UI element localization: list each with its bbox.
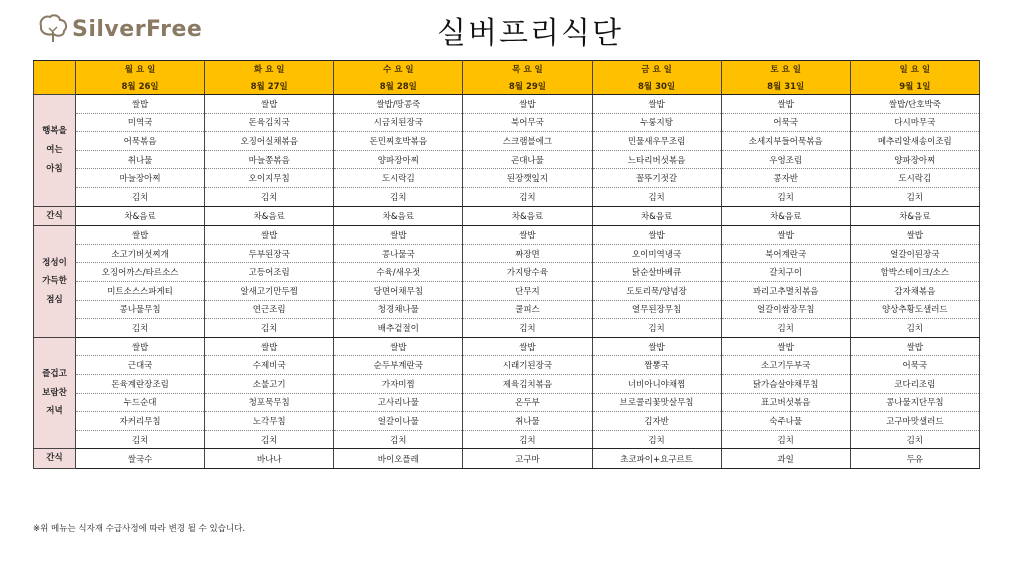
menu-cell: 쌀밥 [721,226,850,245]
menu-cell: 김치 [721,430,850,449]
menu-cell: 김치 [334,187,463,206]
menu-cell: 쌀밥 [334,337,463,356]
menu-cell: 차&음료 [76,206,205,226]
menu-cell: 김치 [76,319,205,338]
menu-cell: 오징어까스/타르소스 [76,263,205,282]
menu-cell: 갈치구이 [721,263,850,282]
menu-cell: 차&음료 [463,206,592,226]
menu-cell: 꼴뚜기젓갈 [592,169,721,188]
menu-cell: 민물새우무조림 [592,132,721,151]
menu-cell: 누룽지탕 [592,113,721,132]
menu-cell: 김치 [205,319,334,338]
menu-cell: 브로콜리꽃맛살무침 [592,393,721,412]
menu-cell: 김치 [76,430,205,449]
tree-logo-icon [36,12,70,46]
menu-row [34,319,980,338]
menu-row [34,226,980,245]
menu-cell: 느타리버섯볶음 [592,150,721,169]
menu-cell: 어묵볶음 [76,132,205,151]
menu-row [34,356,980,375]
day-name-header: 토 요 일 [721,61,850,78]
menu-cell: 연근조림 [205,300,334,319]
menu-cell: 고구마 [463,449,592,469]
menu-row [34,449,980,469]
menu-cell: 바나나 [205,449,334,469]
menu-cell: 청포묵무침 [205,393,334,412]
day-date-header: 8월 31일 [721,78,850,95]
menu-cell: 쌀밥 [76,337,205,356]
day-name-header: 수 요 일 [334,61,463,78]
menu-cell: 김치 [334,430,463,449]
menu-row [34,412,980,431]
menu-row [34,206,980,226]
menu-cell: 차&음료 [850,206,979,226]
menu-row [34,150,980,169]
menu-cell: 차&음료 [205,206,334,226]
menu-cell: 취나물 [463,412,592,431]
menu-cell: 수제비국 [205,356,334,375]
menu-cell: 꽈리고추멸치볶음 [721,282,850,301]
menu-cell: 가자미찜 [334,375,463,394]
menu-cell: 김치 [850,319,979,338]
menu-cell: 누드순대 [76,393,205,412]
menu-cell: 쌀밥 [76,226,205,245]
menu-cell: 다시마무국 [850,113,979,132]
footnote: ※위 메뉴는 식자재 수급사정에 따라 변경 될 수 있습니다. [33,524,246,534]
menu-cell: 고구마맛샐러드 [850,412,979,431]
menu-row [34,132,980,151]
menu-cell: 짬뽕국 [592,356,721,375]
menu-cell: 코다리조림 [850,375,979,394]
menu-cell: 김치 [592,430,721,449]
menu-cell: 차&음료 [334,206,463,226]
menu-cell: 어묵국 [850,356,979,375]
menu-cell: 우엉조림 [721,150,850,169]
table-corner [34,61,76,95]
menu-cell: 차&음료 [721,206,850,226]
menu-row [34,263,980,282]
menu-cell: 노각무침 [205,412,334,431]
meal-label: 정성이 가득한 점심 [34,226,76,338]
menu-cell: 쌀밥 [334,226,463,245]
menu-cell: 돈육김치국 [205,113,334,132]
menu-cell: 수육/새우젓 [334,263,463,282]
menu-cell: 김치 [850,187,979,206]
menu-cell: 숙주나물 [721,412,850,431]
menu-row [34,300,980,319]
menu-cell: 순두부계란국 [334,356,463,375]
day-date-header: 8월 27일 [205,78,334,95]
menu-cell: 쌀밥 [850,226,979,245]
menu-row [34,375,980,394]
menu-cell: 소고기두부국 [721,356,850,375]
day-name-header: 목 요 일 [463,61,592,78]
menu-cell: 소고기버섯찌개 [76,244,205,263]
menu-row [34,430,980,449]
menu-cell: 닭순살바베큐 [592,263,721,282]
snack-label: 간식 [34,206,76,226]
page-title: 실버프리식단 [437,16,623,51]
day-date-header: 9월 1일 [850,78,979,95]
menu-cell: 자커리무침 [76,412,205,431]
menu-cell: 김치 [721,319,850,338]
menu-cell: 표고버섯볶음 [721,393,850,412]
menu-cell: 북어계란국 [721,244,850,263]
logo-text: SilverFree [72,16,203,42]
menu-cell: 김치 [592,319,721,338]
menu-cell: 과일 [721,449,850,469]
menu-cell: 오이지무침 [205,169,334,188]
menu-cell: 곤대나물 [463,150,592,169]
menu-cell: 쌀밥 [463,95,592,114]
day-name-header: 금 요 일 [592,61,721,78]
menu-cell: 콩나물국 [334,244,463,263]
menu-cell: 어묵국 [721,113,850,132]
day-date-header: 8월 29일 [463,78,592,95]
meal-plan-table [33,60,980,469]
menu-cell: 콩나물무침 [76,300,205,319]
menu-cell: 김자반 [592,412,721,431]
menu-cell: 바이오플레 [334,449,463,469]
menu-cell: 김치 [463,319,592,338]
menu-cell: 쌀밥 [592,226,721,245]
menu-cell: 도시락김 [334,169,463,188]
menu-cell: 쌀밥 [850,337,979,356]
menu-cell: 쌀국수 [76,449,205,469]
menu-cell: 김치 [721,187,850,206]
meal-label: 즐겁고 보람찬 저녁 [34,337,76,449]
menu-cell: 미역국 [76,113,205,132]
menu-cell: 쌀밥 [463,226,592,245]
day-name-header: 일 요 일 [850,61,979,78]
menu-cell: 김치 [76,187,205,206]
menu-cell: 김치 [592,187,721,206]
menu-cell: 얼갈이쌈장무침 [721,300,850,319]
menu-cell: 닭가슴살야채무침 [721,375,850,394]
meal-label: 행복을 여는 아침 [34,95,76,207]
menu-cell: 두부된장국 [205,244,334,263]
menu-cell: 된장깻잎지 [463,169,592,188]
day-name-header: 월 요 일 [76,61,205,78]
menu-cell: 소세지부들어묵볶음 [721,132,850,151]
day-date-header: 8월 30일 [592,78,721,95]
menu-cell: 김치 [205,430,334,449]
menu-cell: 마늘쫑볶음 [205,150,334,169]
menu-cell: 쌀밥 [592,337,721,356]
snack-label: 간식 [34,449,76,469]
day-name-header: 화 요 일 [205,61,334,78]
menu-cell: 양파장아찌 [334,150,463,169]
menu-cell: 쌀밥 [205,95,334,114]
menu-row [34,282,980,301]
menu-cell: 쌀밥 [76,95,205,114]
menu-cell: 양상추황도샐러드 [850,300,979,319]
menu-cell: 두유 [850,449,979,469]
menu-cell: 김치 [463,187,592,206]
menu-cell: 열무된장무침 [592,300,721,319]
menu-cell: 단무지 [463,282,592,301]
menu-cell: 짜장면 [463,244,592,263]
menu-cell: 쌀밥/단호박죽 [850,95,979,114]
day-date-header: 8월 26일 [76,78,205,95]
brand-logo [36,12,202,46]
menu-cell: 북어무국 [463,113,592,132]
menu-cell: 너비아니야채찜 [592,375,721,394]
menu-cell: 미트소스스파게티 [76,282,205,301]
menu-cell: 고사리나물 [334,393,463,412]
menu-cell: 쌀밥 [205,226,334,245]
menu-cell: 마늘장아찌 [76,169,205,188]
menu-cell: 쌀밥 [205,337,334,356]
menu-cell: 당면어채무침 [334,282,463,301]
menu-cell: 소불고기 [205,375,334,394]
menu-cell: 얼갈이된장국 [850,244,979,263]
menu-row [34,169,980,188]
menu-cell: 오징어실채볶음 [205,132,334,151]
menu-cell: 시래기된장국 [463,356,592,375]
page-header [0,0,1024,58]
menu-cell: 쌀밥/땅콩죽 [334,95,463,114]
menu-row [34,337,980,356]
menu-cell: 메추리알새송이조림 [850,132,979,151]
menu-row [34,187,980,206]
menu-cell: 스크램블에그 [463,132,592,151]
menu-cell: 김치 [205,187,334,206]
menu-cell: 콩자반 [721,169,850,188]
menu-cell: 알새고기만두찜 [205,282,334,301]
menu-cell: 얼갈이나물 [334,412,463,431]
menu-cell: 쌀밥 [463,337,592,356]
menu-cell: 쿨피스 [463,300,592,319]
menu-cell: 근대국 [76,356,205,375]
menu-row [34,244,980,263]
menu-cell: 돈민찌호박볶음 [334,132,463,151]
menu-row [34,95,980,114]
menu-cell: 제육김치볶음 [463,375,592,394]
menu-cell: 온두부 [463,393,592,412]
menu-cell: 차&음료 [592,206,721,226]
menu-cell: 김치 [463,430,592,449]
menu-cell: 고등어조림 [205,263,334,282]
menu-cell: 오이미역냉국 [592,244,721,263]
menu-cell: 콩나물지단무침 [850,393,979,412]
menu-cell: 양파장아찌 [850,150,979,169]
menu-cell: 배추겉절이 [334,319,463,338]
menu-cell: 쌀밥 [721,95,850,114]
menu-cell: 도토리묵/양념장 [592,282,721,301]
menu-cell: 쌀밥 [592,95,721,114]
menu-row [34,113,980,132]
menu-cell: 가지탕수육 [463,263,592,282]
menu-cell: 함박스테이크/소스 [850,263,979,282]
menu-cell: 취나물 [76,150,205,169]
menu-cell: 돈육계란장조림 [76,375,205,394]
menu-row [34,393,980,412]
day-date-header: 8월 28일 [334,78,463,95]
menu-cell: 초코파이+요구르트 [592,449,721,469]
menu-cell: 도시락김 [850,169,979,188]
menu-cell: 김치 [850,430,979,449]
menu-cell: 청경채나물 [334,300,463,319]
menu-cell: 감자채볶음 [850,282,979,301]
menu-cell: 쌀밥 [721,337,850,356]
menu-cell: 시금치된장국 [334,113,463,132]
